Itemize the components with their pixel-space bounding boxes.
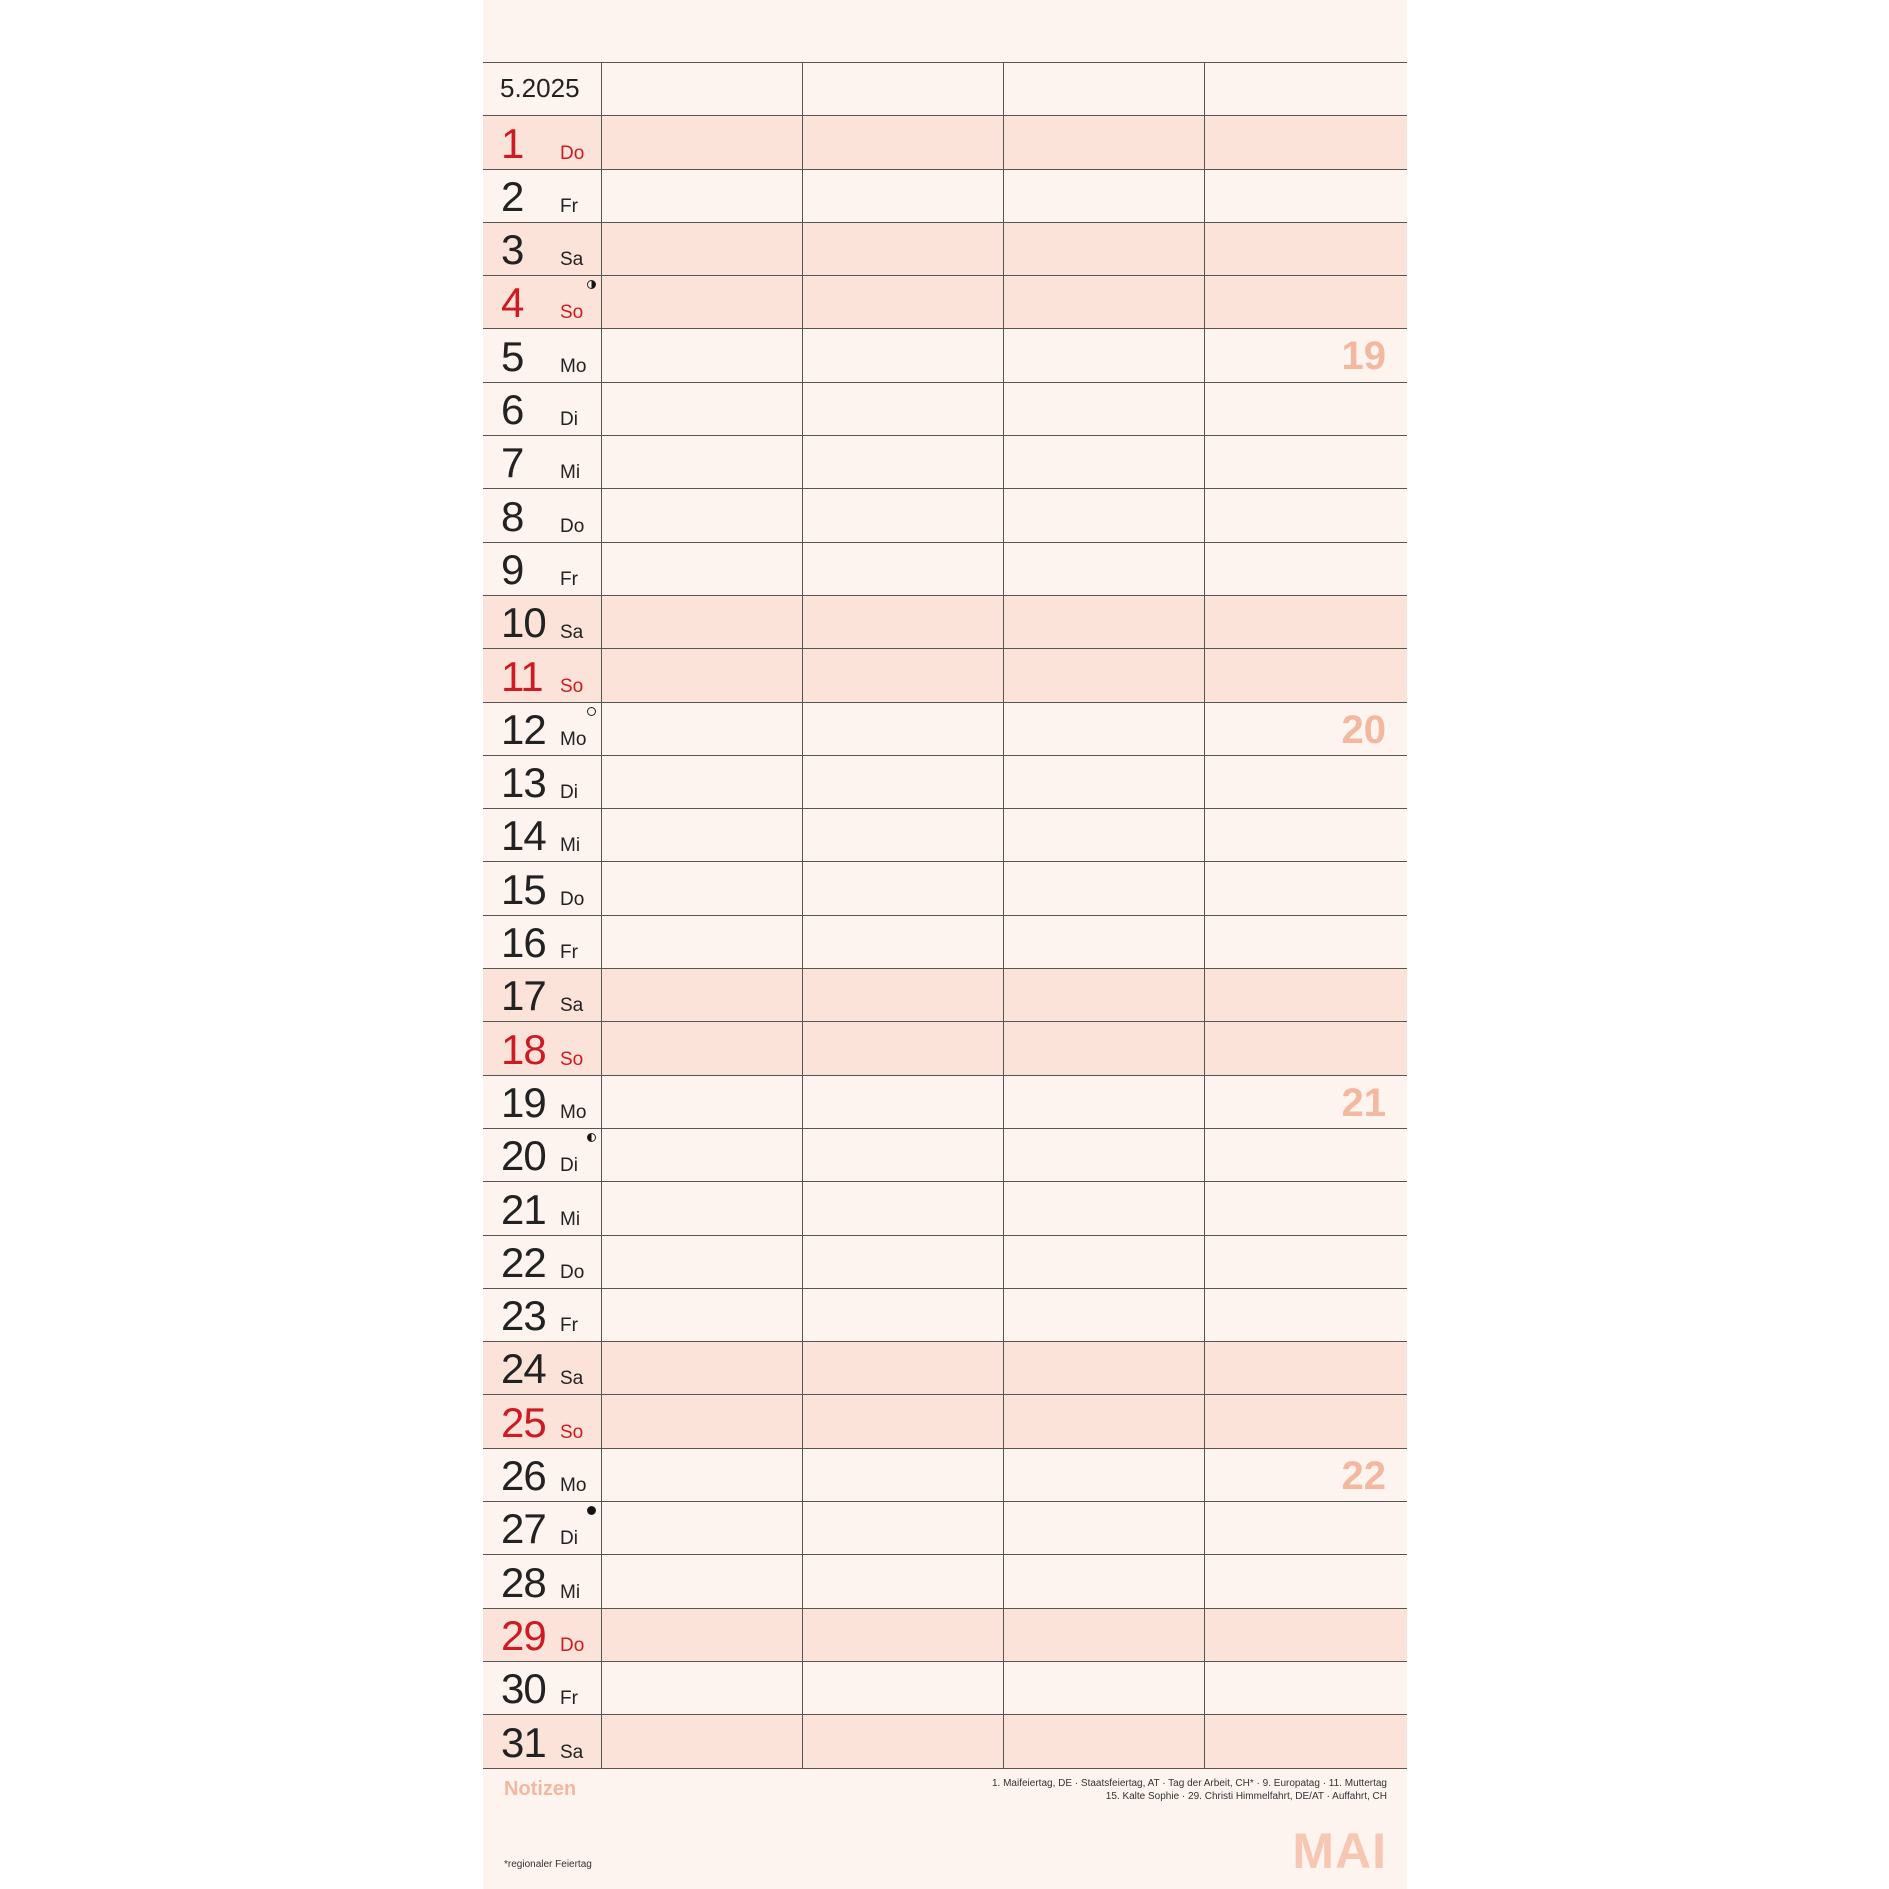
day-name: Sa — [560, 1368, 584, 1390]
day-row — [483, 1022, 1407, 1075]
day-cell — [483, 1449, 602, 1501]
day-row — [483, 489, 1407, 542]
calendar-sheet — [483, 0, 1407, 1889]
day-number: 20 — [501, 1132, 546, 1180]
entry-cell-2[interactable] — [803, 809, 1004, 861]
entry-cell-2[interactable] — [803, 596, 1004, 648]
entry-cell-4[interactable] — [1205, 489, 1406, 541]
entry-cell-4[interactable] — [1205, 223, 1406, 275]
day-cell — [483, 809, 602, 861]
entry-cell-3[interactable] — [1004, 969, 1205, 1021]
day-number: 5 — [501, 332, 524, 380]
day-number: 9 — [501, 545, 524, 593]
holidays-line-2: 15. Kalte Sophie · 29. Christi Himmelfahrt, DE/AT · Auffahrt, CH — [1105, 1790, 1387, 1802]
day-name: Mo — [560, 355, 587, 377]
day-row — [483, 1236, 1407, 1289]
day-number: 30 — [501, 1665, 546, 1713]
week-number: 20 — [1341, 707, 1386, 752]
entry-cell-1[interactable] — [602, 543, 803, 595]
day-name: Mo — [560, 728, 587, 750]
day-cell — [483, 596, 602, 648]
entry-cell-2[interactable] — [803, 756, 1004, 808]
entry-cell-4[interactable] — [1205, 1342, 1406, 1394]
entry-cell-3[interactable] — [1004, 1076, 1205, 1128]
month-year-label: 5.2025 — [500, 73, 580, 103]
entry-cell-1[interactable] — [602, 1609, 803, 1661]
day-cell — [483, 276, 602, 328]
entry-cell-3[interactable] — [1004, 1022, 1205, 1074]
day-number: 21 — [501, 1185, 546, 1233]
day-row — [483, 1609, 1407, 1662]
day-name: So — [560, 302, 584, 324]
entry-cell-4[interactable] — [1205, 170, 1406, 222]
entry-cell-2[interactable] — [803, 916, 1004, 968]
day-cell — [483, 1236, 602, 1288]
day-name: So — [560, 675, 584, 697]
day-cell — [483, 1715, 602, 1767]
day-row — [483, 1502, 1407, 1555]
day-row — [483, 1289, 1407, 1342]
day-name: Di — [560, 1155, 578, 1177]
day-number: 6 — [501, 386, 524, 434]
day-number: 12 — [501, 705, 546, 753]
entry-cell-2[interactable] — [803, 1395, 1004, 1447]
entry-cell-2[interactable] — [803, 1236, 1004, 1288]
entry-cell-1[interactable] — [602, 1022, 803, 1074]
day-number: 16 — [501, 919, 546, 967]
entry-cell-3[interactable] — [1004, 649, 1205, 701]
day-row — [483, 703, 1407, 756]
entry-cell-4[interactable] — [1205, 862, 1406, 914]
entry-cell-2[interactable] — [803, 170, 1004, 222]
entry-cell-4[interactable] — [1205, 703, 1406, 755]
day-cell — [483, 862, 602, 914]
entry-cell-4[interactable] — [1205, 329, 1406, 381]
day-cell — [483, 383, 602, 435]
day-row — [483, 383, 1407, 436]
day-row — [483, 543, 1407, 596]
day-row — [483, 862, 1407, 915]
moon-phase-first-icon — [587, 280, 596, 289]
day-name: So — [560, 1048, 584, 1070]
entry-cell-4[interactable] — [1205, 809, 1406, 861]
column-header-2[interactable] — [803, 63, 1004, 115]
footnote: *regionaler Feiertag — [504, 1859, 592, 1870]
day-cell — [483, 436, 602, 488]
month-year-cell — [483, 63, 602, 115]
day-cell — [483, 1662, 602, 1714]
day-number: 15 — [501, 865, 546, 913]
day-name: Mo — [560, 1101, 587, 1123]
day-row — [483, 170, 1407, 223]
day-name: Fr — [560, 568, 578, 590]
day-row — [483, 436, 1407, 489]
entry-cell-2[interactable] — [803, 223, 1004, 275]
entry-cell-4[interactable] — [1205, 1715, 1406, 1767]
day-number: 11 — [501, 652, 543, 700]
notes-label: Notizen — [504, 1778, 577, 1800]
day-name: Do — [560, 888, 585, 910]
entry-cell-3[interactable] — [1004, 756, 1205, 808]
day-number: 31 — [501, 1718, 546, 1766]
day-name: Mi — [560, 835, 581, 857]
holidays-list — [827, 1778, 1387, 1803]
day-name: Do — [560, 142, 585, 164]
column-header-3[interactable] — [1004, 63, 1205, 115]
entry-cell-4[interactable] — [1205, 276, 1406, 328]
moon-phase-last-q-icon — [587, 1133, 596, 1142]
day-row — [483, 1395, 1407, 1448]
entry-cell-1[interactable] — [602, 1289, 803, 1341]
day-row — [483, 1449, 1407, 1502]
day-name: Sa — [560, 622, 584, 644]
entry-cell-1[interactable] — [602, 170, 803, 222]
day-number: 18 — [501, 1025, 546, 1073]
entry-cell-3[interactable] — [1004, 1449, 1205, 1501]
day-cell — [483, 1395, 602, 1447]
entry-cell-4[interactable] — [1205, 1076, 1406, 1128]
entry-cell-3[interactable] — [1004, 862, 1205, 914]
day-cell — [483, 543, 602, 595]
entry-cell-3[interactable] — [1004, 916, 1205, 968]
entry-cell-2[interactable] — [803, 116, 1004, 168]
entry-cell-1[interactable] — [602, 809, 803, 861]
entry-cell-4[interactable] — [1205, 383, 1406, 435]
day-row — [483, 916, 1407, 969]
entry-cell-1[interactable] — [602, 703, 803, 755]
entry-cell-3[interactable] — [1004, 809, 1205, 861]
day-row — [483, 756, 1407, 809]
entry-cell-4[interactable] — [1205, 1289, 1406, 1341]
day-name: So — [560, 1421, 584, 1443]
entry-cell-1[interactable] — [602, 1395, 803, 1447]
day-row — [483, 1662, 1407, 1715]
entry-cell-2[interactable] — [803, 1129, 1004, 1181]
entry-cell-2[interactable] — [803, 1289, 1004, 1341]
entry-cell-2[interactable] — [803, 1022, 1004, 1074]
day-number: 10 — [501, 599, 546, 647]
entry-cell-4[interactable] — [1205, 1022, 1406, 1074]
entry-cell-1[interactable] — [602, 489, 803, 541]
entry-cell-3[interactable] — [1004, 276, 1205, 328]
entry-cell-2[interactable] — [803, 862, 1004, 914]
entry-cell-4[interactable] — [1205, 1236, 1406, 1288]
day-cell — [483, 1022, 602, 1074]
day-number: 28 — [501, 1558, 546, 1606]
entry-cell-2[interactable] — [803, 329, 1004, 381]
day-row — [483, 1715, 1407, 1768]
entry-cell-3[interactable] — [1004, 596, 1205, 648]
entry-cell-4[interactable] — [1205, 1449, 1406, 1501]
column-header-1[interactable] — [602, 63, 803, 115]
entry-cell-2[interactable] — [803, 703, 1004, 755]
day-number: 1 — [501, 119, 524, 167]
day-cell — [483, 170, 602, 222]
day-cell — [483, 756, 602, 808]
entry-cell-1[interactable] — [602, 1182, 803, 1234]
day-number: 27 — [501, 1505, 546, 1553]
day-row — [483, 116, 1407, 169]
entry-cell-1[interactable] — [602, 1076, 803, 1128]
entry-cell-1[interactable] — [602, 436, 803, 488]
day-row — [483, 1555, 1407, 1608]
day-number: 24 — [501, 1345, 546, 1393]
day-number: 29 — [501, 1611, 546, 1659]
entry-cell-1[interactable] — [602, 1715, 803, 1767]
holidays-line-1: 1. Maifeiertag, DE · Staatsfeiertag, AT · Tag der Arbeit, CH* · 9. Europatag · 11. Muttertag — [991, 1778, 1387, 1789]
week-number: 22 — [1341, 1453, 1386, 1498]
entry-cell-3[interactable] — [1004, 1129, 1205, 1181]
entry-cell-2[interactable] — [803, 1662, 1004, 1714]
entry-cell-2[interactable] — [803, 1609, 1004, 1661]
day-name: Mi — [560, 462, 581, 484]
day-number: 7 — [501, 439, 524, 487]
entry-cell-2[interactable] — [803, 276, 1004, 328]
entry-cell-3[interactable] — [1004, 223, 1205, 275]
entry-cell-3[interactable] — [1004, 116, 1205, 168]
entry-cell-2[interactable] — [803, 1342, 1004, 1394]
day-row — [483, 969, 1407, 1022]
entry-cell-4[interactable] — [1205, 916, 1406, 968]
day-name: Do — [560, 1261, 585, 1283]
day-cell — [483, 1609, 602, 1661]
entry-cell-4[interactable] — [1205, 1182, 1406, 1234]
day-row — [483, 1129, 1407, 1182]
day-cell — [483, 1289, 602, 1341]
entry-cell-4[interactable] — [1205, 1502, 1406, 1554]
entry-cell-4[interactable] — [1205, 649, 1406, 701]
day-cell — [483, 1502, 602, 1554]
entry-cell-1[interactable] — [602, 1236, 803, 1288]
entry-cell-4[interactable] — [1205, 436, 1406, 488]
entry-cell-1[interactable] — [602, 276, 803, 328]
entry-cell-3[interactable] — [1004, 436, 1205, 488]
week-number: 19 — [1341, 334, 1386, 379]
day-name: Di — [560, 782, 578, 804]
day-row — [483, 649, 1407, 702]
entry-cell-1[interactable] — [602, 1662, 803, 1714]
entry-cell-2[interactable] — [803, 383, 1004, 435]
entry-cell-2[interactable] — [803, 489, 1004, 541]
day-name: Mi — [560, 1208, 581, 1230]
entry-cell-2[interactable] — [803, 1502, 1004, 1554]
day-cell — [483, 969, 602, 1021]
header-row — [483, 63, 1407, 116]
day-row — [483, 223, 1407, 276]
entry-cell-3[interactable] — [1004, 489, 1205, 541]
entry-cell-2[interactable] — [803, 436, 1004, 488]
entry-cell-3[interactable] — [1004, 1289, 1205, 1341]
day-number: 2 — [501, 172, 524, 220]
entry-cell-1[interactable] — [602, 916, 803, 968]
day-name: Di — [560, 409, 578, 431]
column-header-4[interactable] — [1205, 63, 1406, 115]
entry-cell-1[interactable] — [602, 1449, 803, 1501]
day-name: Sa — [560, 249, 584, 271]
entry-cell-4[interactable] — [1205, 543, 1406, 595]
day-name: Do — [560, 515, 585, 537]
day-name: Fr — [560, 942, 578, 964]
entry-cell-4[interactable] — [1205, 116, 1406, 168]
day-number: 13 — [501, 759, 546, 807]
entry-cell-1[interactable] — [602, 223, 803, 275]
day-row — [483, 1342, 1407, 1395]
entry-cell-3[interactable] — [1004, 1182, 1205, 1234]
day-cell — [483, 223, 602, 275]
entry-cell-4[interactable] — [1205, 756, 1406, 808]
entry-cell-1[interactable] — [602, 383, 803, 435]
entry-cell-3[interactable] — [1004, 170, 1205, 222]
entry-cell-1[interactable] — [602, 969, 803, 1021]
day-cell — [483, 1129, 602, 1181]
day-name: Di — [560, 1528, 578, 1550]
entry-cell-3[interactable] — [1004, 329, 1205, 381]
day-cell — [483, 1555, 602, 1607]
day-row — [483, 809, 1407, 862]
entry-cell-2[interactable] — [803, 543, 1004, 595]
day-name: Mi — [560, 1581, 581, 1603]
entry-cell-2[interactable] — [803, 1182, 1004, 1234]
entry-cell-4[interactable] — [1205, 1662, 1406, 1714]
day-number: 26 — [501, 1452, 546, 1500]
entry-cell-1[interactable] — [602, 329, 803, 381]
day-rows — [483, 116, 1407, 1768]
entry-cell-1[interactable] — [602, 596, 803, 648]
entry-cell-3[interactable] — [1004, 1662, 1205, 1714]
entry-cell-2[interactable] — [803, 1555, 1004, 1607]
day-cell — [483, 1342, 602, 1394]
entry-cell-3[interactable] — [1004, 543, 1205, 595]
moon-phase-new-icon — [587, 1506, 596, 1515]
month-name: MAI — [1292, 1823, 1387, 1879]
entry-cell-3[interactable] — [1004, 383, 1205, 435]
entry-cell-4[interactable] — [1205, 1395, 1406, 1447]
day-number: 22 — [501, 1238, 546, 1286]
day-name: Fr — [560, 195, 578, 217]
entry-cell-3[interactable] — [1004, 1342, 1205, 1394]
day-cell — [483, 329, 602, 381]
entry-cell-2[interactable] — [803, 649, 1004, 701]
day-cell — [483, 116, 602, 168]
entry-cell-1[interactable] — [602, 1129, 803, 1181]
day-name: Do — [560, 1634, 585, 1656]
entry-cell-1[interactable] — [602, 1555, 803, 1607]
entry-cell-3[interactable] — [1004, 1502, 1205, 1554]
day-name: Fr — [560, 1688, 578, 1710]
day-number: 14 — [501, 812, 546, 860]
entry-cell-3[interactable] — [1004, 1555, 1205, 1607]
day-number: 4 — [501, 279, 524, 327]
entry-cell-3[interactable] — [1004, 703, 1205, 755]
day-number: 23 — [501, 1292, 546, 1340]
entry-cell-2[interactable] — [803, 1076, 1004, 1128]
day-row — [483, 329, 1407, 382]
day-cell — [483, 1076, 602, 1128]
day-row — [483, 1182, 1407, 1235]
day-number: 8 — [501, 492, 524, 540]
entry-cell-3[interactable] — [1004, 1715, 1205, 1767]
entry-cell-2[interactable] — [803, 969, 1004, 1021]
day-number: 3 — [501, 226, 524, 274]
entry-cell-3[interactable] — [1004, 1609, 1205, 1661]
entry-cell-3[interactable] — [1004, 1236, 1205, 1288]
day-cell — [483, 703, 602, 755]
entry-cell-4[interactable] — [1205, 1129, 1406, 1181]
week-number: 21 — [1341, 1080, 1386, 1125]
entry-cell-2[interactable] — [803, 1449, 1004, 1501]
entry-cell-3[interactable] — [1004, 1395, 1205, 1447]
day-name: Mo — [560, 1475, 587, 1497]
day-row — [483, 596, 1407, 649]
entry-cell-4[interactable] — [1205, 1609, 1406, 1661]
calendar-grid — [483, 62, 1407, 1769]
entry-cell-4[interactable] — [1205, 596, 1406, 648]
entry-cell-1[interactable] — [602, 116, 803, 168]
day-row — [483, 276, 1407, 329]
entry-cell-2[interactable] — [803, 1715, 1004, 1767]
day-cell — [483, 1182, 602, 1234]
entry-cell-4[interactable] — [1205, 1555, 1406, 1607]
day-name: Sa — [560, 995, 584, 1017]
entry-cell-1[interactable] — [602, 1502, 803, 1554]
entry-cell-4[interactable] — [1205, 969, 1406, 1021]
moon-phase-full-icon — [587, 707, 596, 716]
entry-cell-1[interactable] — [602, 1342, 803, 1394]
entry-cell-1[interactable] — [602, 649, 803, 701]
day-row — [483, 1076, 1407, 1129]
day-cell — [483, 489, 602, 541]
day-name: Sa — [560, 1741, 584, 1763]
day-number: 19 — [501, 1078, 546, 1126]
day-cell — [483, 916, 602, 968]
day-number: 25 — [501, 1398, 546, 1446]
day-name: Fr — [560, 1315, 578, 1337]
entry-cell-1[interactable] — [602, 862, 803, 914]
entry-cell-1[interactable] — [602, 756, 803, 808]
day-number: 17 — [501, 972, 546, 1020]
day-cell — [483, 649, 602, 701]
